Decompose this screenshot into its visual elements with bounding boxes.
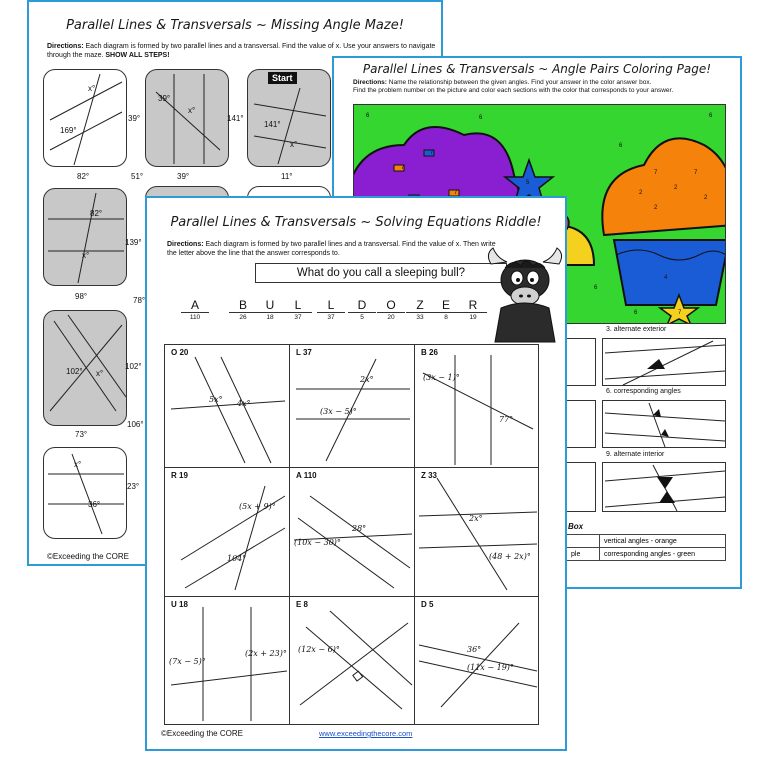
problem-expression: 4x°: [237, 399, 251, 408]
answer-number: 19: [469, 314, 477, 321]
answer-letter: L: [317, 298, 345, 313]
maze-path-value: 98°: [75, 292, 88, 301]
problem-header: B 26: [421, 348, 438, 357]
problem-expression: 2x°: [469, 514, 483, 523]
riddle-answer-slot: [256, 298, 284, 322]
picture-number: 5: [526, 180, 530, 186]
angle-pair-diagram: [603, 463, 727, 513]
problem-expression: 5x°: [209, 395, 223, 404]
coloring-problem-diagram: [566, 462, 596, 512]
problem-cell: [414, 596, 539, 725]
picture-number: 2: [654, 205, 658, 211]
picture-number: 6: [479, 115, 483, 121]
problem-expression: (3x − 1)°: [423, 373, 460, 382]
problem-expression: 36°: [467, 645, 482, 654]
maze-path-value: 11°: [281, 172, 293, 181]
picture-number: 6: [634, 310, 638, 316]
coloring-problem-label: 3. alternate exterior: [606, 326, 667, 333]
problem-header: A 110: [296, 471, 317, 480]
table-cell: [567, 535, 600, 548]
coloring-title: Parallel Lines & Transversals ~ Angle Pairs Coloring Page!: [362, 62, 712, 76]
problem-diagram: [165, 345, 291, 469]
riddle-answer-slot: [377, 298, 405, 322]
problem-grid: [164, 344, 539, 725]
maze-angle-label: x°: [290, 140, 298, 149]
riddle-directions-label: Directions:: [167, 241, 204, 248]
maze-angle-label: x°: [188, 106, 196, 115]
coloring-problem-diagram: [602, 462, 726, 512]
maze-title: Parallel Lines & Transversals ~ Missing Angle Maze!: [66, 18, 404, 33]
problem-diagram: [415, 597, 540, 726]
problem-expression: 28°: [352, 524, 367, 533]
picture-number: 7: [430, 150, 434, 156]
picture-number: 4: [664, 275, 668, 281]
maze-cell: [145, 69, 229, 167]
answer-number: 18: [266, 314, 274, 321]
answer-number: 37: [327, 314, 335, 321]
riddle-question: What do you call a sleeping bull?: [255, 263, 507, 283]
problem-header: U 18: [171, 600, 188, 609]
picture-number: 7: [654, 170, 658, 176]
riddle-footer: ©Exceeding the CORE: [161, 729, 243, 738]
problem-diagram: [415, 468, 540, 598]
maze-angle-label: x°: [82, 251, 90, 260]
riddle-directions-line2: the letter above the line that the answer corresponds to.: [167, 250, 340, 257]
answer-number: 26: [239, 314, 247, 321]
maze-path-value: 82°: [77, 172, 90, 181]
picture-number: 7: [454, 190, 458, 196]
problem-expression: (48 + 2x)°: [489, 552, 531, 561]
riddle-answer-slot: [348, 298, 376, 322]
problem-diagram: [290, 597, 416, 726]
coloring-problem-label: 9. alternate interior: [606, 451, 665, 458]
maze-start-badge: Start: [268, 72, 297, 84]
problem-cell: [164, 467, 290, 597]
maze-directions-text: Each diagram is formed by two parallel lines and a transversal. Find the value of x. Use your answers to navigate through the maze.: [47, 43, 436, 59]
riddle-worksheet: [145, 196, 567, 751]
answer-letter: A: [181, 298, 209, 313]
answer-letter: Z: [406, 298, 434, 313]
maze-diagram: [248, 70, 332, 168]
problem-expression: (2x + 23)°: [245, 649, 287, 658]
angle-pair-diagram: [603, 401, 727, 449]
answer-box-title: Box: [568, 522, 584, 531]
problem-cell: [289, 467, 415, 597]
answer-letter: R: [459, 298, 487, 313]
table-cell: corresponding angles - green: [600, 548, 726, 561]
riddle-title: Parallel Lines & Transversals ~ Solving Equations Riddle!: [170, 215, 542, 230]
maze-angle-label: 141°: [264, 120, 281, 129]
coloring-problem-diagram: [566, 400, 596, 448]
maze-diagram: [146, 70, 230, 168]
picture-number: 6: [594, 285, 598, 291]
answer-letter: B: [229, 298, 257, 313]
maze-angle-label: 36°: [88, 500, 101, 509]
maze-cell: [247, 69, 331, 167]
maze-path-value: 73°: [75, 430, 88, 439]
maze-path-value: 106°: [127, 420, 144, 429]
problem-expression: (3x − 5)°: [320, 407, 357, 416]
answer-letter: U: [256, 298, 284, 313]
coloring-problem-diagram: [566, 338, 596, 386]
maze-angle-label: 169°: [60, 126, 77, 135]
coloring-directions-line1: Name the relationship between the given angles. Find your answer in the color answer box.: [388, 79, 652, 86]
problem-cell: [289, 344, 415, 468]
maze-diagram: [44, 70, 128, 168]
coloring-directions: [353, 79, 738, 95]
riddle-answer-slot: [229, 298, 257, 322]
riddle-answer-slot: [284, 298, 312, 322]
maze-cell: [43, 310, 127, 426]
maze-path-value: 51°: [131, 172, 144, 181]
answer-letter: E: [432, 298, 460, 313]
problem-header: R 19: [171, 471, 188, 480]
maze-path-value: 102°: [125, 362, 142, 371]
answer-letter: L: [284, 298, 312, 313]
problem-expression: 2x°: [360, 375, 374, 384]
maze-path-value: 39°: [177, 172, 190, 181]
answer-number: 37: [294, 314, 302, 321]
coloring-problem-label: 6. corresponding angles: [606, 388, 681, 395]
riddle-answer-slot: [459, 298, 487, 322]
problem-diagram: [290, 468, 416, 598]
maze-diagram: [44, 311, 128, 427]
picture-number: 2: [704, 195, 708, 201]
picture-number: 6: [619, 143, 623, 149]
maze-path-value: 78°: [133, 296, 146, 305]
answer-number: 5: [360, 314, 364, 321]
coloring-directions-label: Directions:: [353, 79, 387, 86]
maze-angle-label: 39°: [158, 94, 171, 103]
table-cell: vertical angles - orange: [600, 535, 726, 548]
picture-number: 2: [674, 185, 678, 191]
problem-header: O 20: [171, 348, 189, 357]
maze-cell: [43, 447, 127, 539]
maze-path-value: 139°: [125, 238, 142, 247]
answer-letter: O: [377, 298, 405, 313]
maze-path-value: 39°: [128, 114, 141, 123]
problem-cell: [414, 344, 539, 468]
maze-path-value: 141°: [227, 114, 244, 123]
riddle-answer-slot: [181, 298, 209, 322]
table-row: [567, 548, 726, 561]
maze-angle-label: 82°: [90, 209, 103, 218]
problem-diagram: [165, 468, 291, 598]
problem-cell: [164, 344, 290, 468]
answer-letter: D: [348, 298, 376, 313]
picture-number: 6: [366, 113, 370, 119]
problem-header: D 5: [421, 600, 434, 609]
riddle-directions-line1: Each diagram is formed by two parallel lines and a transversal. Find the value of x. Then write: [205, 241, 496, 248]
picture-number: 2: [639, 190, 643, 196]
problem-expression: (5x + 9)°: [239, 502, 276, 511]
coloring-problem-diagram: [602, 400, 726, 448]
bull-illustration: [483, 246, 567, 346]
maze-angle-label: x°: [88, 84, 96, 93]
coloring-directions-line2: Find the problem number on the picture and color each sections with the color that corresponds to your answer.: [353, 87, 674, 94]
maze-directions-label: Directions:: [47, 43, 84, 50]
answer-number: 33: [416, 314, 424, 321]
table-row: [567, 535, 726, 548]
maze-cell: [43, 188, 127, 286]
problem-header: Z 33: [421, 471, 438, 480]
coloring-problem-diagram: [602, 338, 726, 386]
problem-diagram: [415, 345, 540, 469]
maze-diagram: [44, 448, 128, 540]
maze-cell: [43, 69, 127, 167]
riddle-answer-slot: [406, 298, 434, 322]
riddle-answer-slot: [317, 298, 345, 322]
color-answer-table: [566, 534, 726, 561]
table-cell: ple: [567, 548, 600, 561]
problem-expression: 104°: [227, 554, 247, 563]
answer-number: 8: [444, 314, 448, 321]
answer-number: 20: [387, 314, 395, 321]
riddle-answer-slot: [432, 298, 460, 322]
problem-expression: (12x − 6)°: [298, 645, 340, 654]
maze-angle-label: x°: [74, 460, 82, 469]
problem-expression: 77°: [499, 415, 514, 424]
maze-directions-emph: SHOW ALL STEPS!: [105, 52, 170, 59]
problem-header: L 37: [296, 348, 312, 357]
picture-number: 6: [709, 113, 713, 119]
maze-angle-label: x°: [96, 369, 104, 378]
problem-expression: (7x − 5)°: [169, 657, 206, 666]
problem-expression: (11x − 19)°: [467, 663, 514, 672]
problem-cell: [164, 596, 290, 725]
angle-pair-diagram: [603, 339, 727, 387]
answer-number: 110: [189, 314, 201, 321]
problem-cell: [414, 467, 539, 597]
maze-angle-label: 102°: [66, 367, 83, 376]
problem-header: E 8: [296, 600, 309, 609]
picture-number: 7: [694, 170, 698, 176]
problem-expression: (10x − 30)°: [294, 538, 341, 547]
problem-cell: [289, 596, 415, 725]
maze-footer: ©Exceeding the CORE: [47, 552, 129, 561]
picture-number: 7: [401, 165, 405, 171]
exceedingthecore-link[interactable]: www.exceedingthecore.com: [319, 729, 413, 738]
picture-number: 7: [678, 310, 682, 316]
maze-diagram: [44, 189, 128, 287]
maze-path-value: 23°: [127, 482, 140, 491]
